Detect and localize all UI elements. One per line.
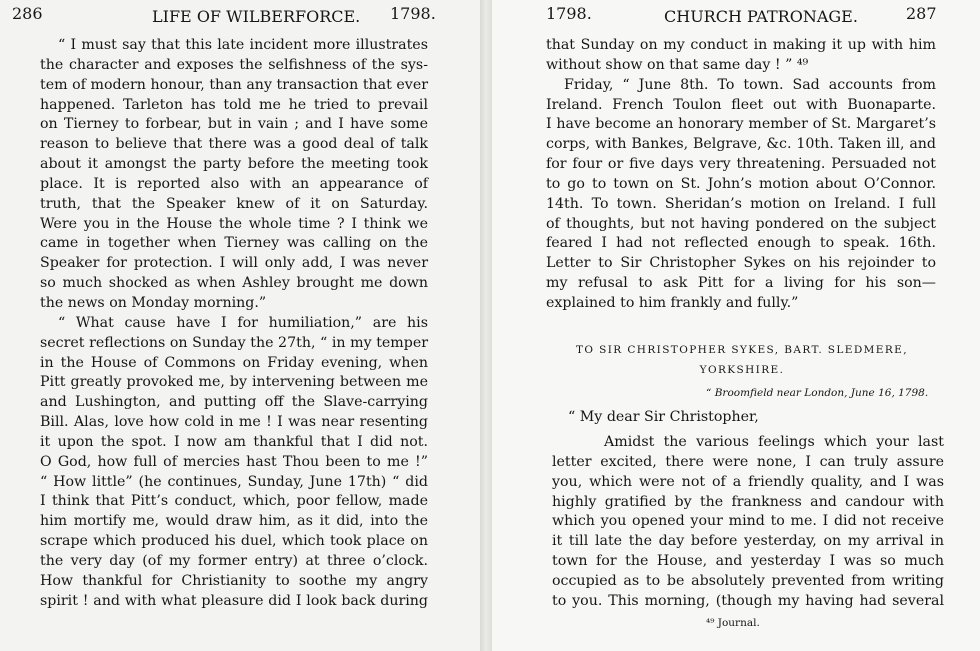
text-line: came in together when Tierney was calling on the xyxy=(40,235,428,252)
left-year: 1798. xyxy=(390,4,436,23)
letter-body-text xyxy=(552,433,944,612)
text-line: about it amongst the party before the meeting took xyxy=(40,156,428,173)
text-line: I have become an honorary member of St. Margaret’s xyxy=(546,116,936,133)
text-line: it till late the day before yesterday, on my arrival in xyxy=(552,533,944,550)
text-line: letter excited, there were none, I can truly assure xyxy=(552,453,944,470)
text-line: reason to believe that there was a good deal of talk xyxy=(40,136,428,153)
text-line: Friday, “ June 8th. To town. Sad accounts from xyxy=(564,76,936,93)
letter-dateline: “ Broomfield near London, June 16, 1798. xyxy=(706,387,929,399)
text-line: of thoughts, but not having pondered on the subject xyxy=(546,215,936,232)
text-line: which you opened your mind to me. I did not receive xyxy=(552,513,944,530)
left-body-text xyxy=(40,36,428,611)
text-line: Amidst the various feelings which your last xyxy=(604,434,944,450)
right-page xyxy=(492,0,980,651)
text-line: “ I must say that this late incident more illustrates xyxy=(58,37,428,53)
text-line: Bill. Alas, love how cold in me ! I was near resenting xyxy=(40,414,428,431)
text-line: him mortify me, would draw him, as it did, into the xyxy=(40,513,428,530)
text-line: Were you in the House the whole time ? I think we xyxy=(40,215,428,232)
right-page-number: 287 xyxy=(906,4,937,23)
text-line: Speaker for protection. I will only add, I was never xyxy=(40,255,428,272)
letter-salutation: “ My dear Sir Christopher, xyxy=(568,409,759,425)
text-line: to go to town on St. John’s motion about O’Connor. xyxy=(546,175,936,192)
left-page-number: 286 xyxy=(12,4,43,23)
text-line: Pitt greatly provoked me, by intervening between me xyxy=(40,374,428,391)
text-line: secret reflections on Sunday the 27th, “ in my temper xyxy=(40,334,428,351)
right-body-text xyxy=(546,36,936,314)
text-line: spirit ! and with what pleasure did I look back during xyxy=(40,592,428,609)
text-line: for four or five days very threatening. Persuaded not xyxy=(546,156,936,173)
right-year: 1798. xyxy=(546,4,592,23)
text-line: without show on that same day ! ” ⁴⁹ xyxy=(546,56,809,73)
text-line: Letter to Sir Christopher Sykes on his rejoinder to xyxy=(546,255,936,272)
letter-heading-line: YORKSHIRE. xyxy=(699,364,785,376)
text-line: so much shocked as when Ashley brought me down xyxy=(40,275,428,292)
text-line: and Lushington, and putting off the Slave-carrying xyxy=(40,394,428,411)
right-running-title: CHURCH PATRONAGE. xyxy=(664,7,858,26)
text-line: on Tierney to forbear, but in vain ; and I have some xyxy=(40,116,428,133)
book-gutter xyxy=(480,0,492,651)
text-line: that Sunday on my conduct in making it up with him xyxy=(546,37,936,53)
footnote: ⁴⁹ Journal. xyxy=(706,617,760,629)
text-line: O God, how full of mercies hast Thou been to me !” xyxy=(40,453,428,470)
left-running-title: LIFE OF WILBERFORCE. xyxy=(152,7,361,26)
text-line: explained to him frankly and fully.” xyxy=(546,294,799,311)
text-line: How thankful for Christianity to soothe my angry xyxy=(40,572,428,589)
text-line: I think that Pitt’s conduct, which, poor fellow, made xyxy=(40,493,428,510)
letter-heading xyxy=(546,340,938,380)
letter-heading-line: TO SIR CHRISTOPHER SYKES, BART. SLEDMERE, xyxy=(576,344,908,356)
text-line: “ What cause have I for humiliation,” are his xyxy=(58,314,428,331)
text-line: Ireland. French Toulon fleet out with Buonaparte. xyxy=(546,96,936,113)
text-line: town for the House, and yesterday I was so much xyxy=(552,553,944,570)
text-line: it upon the spot. I now am thankful that I did not. xyxy=(40,433,428,450)
text-line: you, which were not of a friendly quality, and I was xyxy=(552,473,944,490)
text-line: place. It is reported also with an appearance of xyxy=(40,175,428,192)
text-line: truth, that the Speaker knew of it on Saturday. xyxy=(40,195,428,212)
text-line: feared I had not reflected enough to speak. 16th. xyxy=(546,235,936,252)
text-line: in the House of Commons on Friday evening, when xyxy=(40,354,428,371)
text-line: to you. This morning, (though my having had several xyxy=(552,592,944,609)
text-line: occupied as to be absolutely prevented from writing xyxy=(552,572,944,589)
text-line: scrape which produced his duel, which took place on xyxy=(40,533,428,550)
text-line: tem of modern honour, than any transaction that ever xyxy=(40,76,428,93)
text-line: corps, with Bankes, Belgrave, &c. 10th. Taken ill, and xyxy=(546,136,936,153)
text-line: my refusal to ask Pitt for a living for his son— xyxy=(546,275,936,292)
text-line: “ How little” (he continues, Sunday, June 17th) “ did xyxy=(40,473,428,490)
text-line: the very day (of my former entry) at three o’clock. xyxy=(40,552,428,569)
text-line: happened. Tarleton has told me he tried to prevail xyxy=(40,96,428,113)
text-line: the character and exposes the selfishness of the sys- xyxy=(40,56,428,73)
text-line: highly gratified by the frankness and candour with xyxy=(552,493,944,510)
text-line: the news on Monday morning.” xyxy=(40,294,267,311)
left-page xyxy=(0,0,480,651)
text-line: 14th. To town. Sheridan’s motion on Ireland. I full xyxy=(546,195,936,212)
